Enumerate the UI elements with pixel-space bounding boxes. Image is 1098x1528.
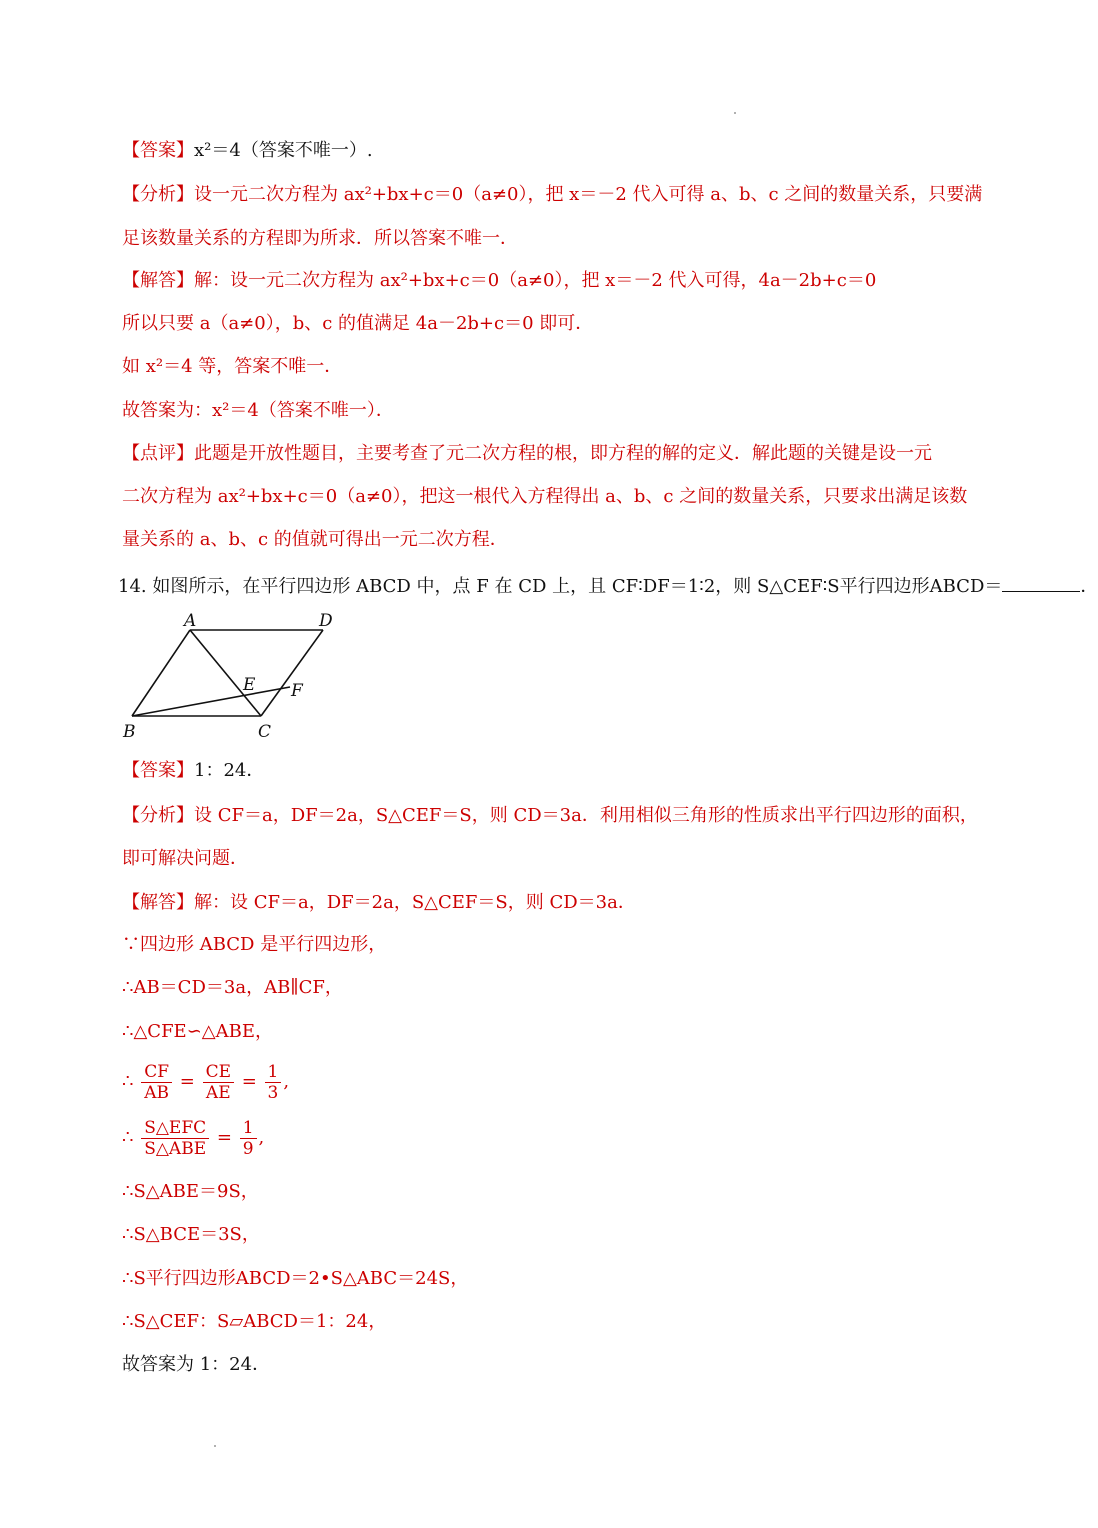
- step5-prefix: ∴: [122, 1127, 134, 1148]
- p13-solution-line-2: 所以只要 a（a≠0），b、c 的值满足 4a－2b+c＝0 即可．: [122, 313, 594, 334]
- fraction-one-ninth: [240, 1118, 257, 1159]
- p14-step-5: [122, 1114, 264, 1162]
- side-ba: [132, 630, 190, 716]
- comment-tag: 【点评】: [122, 443, 194, 464]
- p14-step-8: ∴S平行四边形ABCD＝2•S△ABC＝24S，: [122, 1268, 469, 1289]
- solution-text: 解：设一元二次方程为 ax²+bx+c＝0（a≠0），把 x＝－2 代入可得，4a－2b+c＝0: [194, 270, 877, 291]
- p13-analysis-line-2: 足该数量关系的方程即为所求．所以答案不唯一．: [122, 228, 518, 249]
- p14-analysis-line-2: 即可解决问题．: [122, 848, 248, 869]
- answer-text: x²＝4（答案不唯一）.: [194, 140, 373, 161]
- fraction-numerator: CE: [203, 1062, 234, 1083]
- equals-sign: =: [179, 1071, 195, 1092]
- fraction-one-third: [265, 1062, 282, 1103]
- step5-end: ,: [258, 1127, 265, 1148]
- p13-solution-line-4: 故答案为：x²＝4（答案不唯一）．: [122, 400, 394, 421]
- p14-analysis-line-1: [122, 805, 978, 827]
- fraction-denominator: 9: [242, 1138, 254, 1159]
- solution-tag: 【解答】: [122, 270, 194, 291]
- fraction-numerator: CF: [141, 1062, 172, 1083]
- p14-question: [118, 575, 1098, 598]
- p13-comment-line-1: [122, 443, 932, 465]
- scan-speck: [734, 112, 736, 114]
- step4-end: ,: [283, 1071, 290, 1092]
- fraction-numerator: 1: [265, 1062, 282, 1083]
- analysis-text: 设 CF＝a，DF＝2a，S△CEF＝S，则 CD＝3a．利用相似三角形的性质求出平行四边形的面积，: [194, 805, 978, 826]
- fraction-cf-ab: [141, 1062, 172, 1103]
- p13-solution-line-1: [122, 270, 876, 292]
- p13-comment-line-2: 二次方程为 ax²+bx+c＝0（a≠0），把这一根代入方程得出 a、b、c 之间的数量关系，只要求出满足该数: [122, 486, 968, 507]
- p14-step-1: ∵四边形 ABCD 是平行四边形，: [122, 934, 387, 955]
- equals-sign: =: [216, 1127, 232, 1148]
- question-text: 14. 如图所示，在平行四边形 ABCD 中，点 F 在 CD 上，且 CF∶DF＝1∶2，则 S△CEF∶S平行四边形ABCD＝: [118, 576, 1003, 597]
- step4-prefix: ∴: [122, 1071, 134, 1092]
- comment-text: 此题是开放性题目，主要考查了元二次方程的根，即方程的解的定义．解此题的关键是设一元: [194, 443, 932, 464]
- p14-answer: [122, 760, 264, 782]
- answer-text: 1：24．: [194, 760, 265, 781]
- solution-text: 解：设 CF＝a，DF＝2a，S△CEF＝S，则 CD＝3a．: [194, 892, 636, 913]
- label-e: E: [243, 675, 256, 695]
- fraction-denominator: S△ABE: [144, 1138, 207, 1159]
- p14-step-7: ∴S△BCE＝3S，: [122, 1224, 260, 1245]
- p14-step-4: [122, 1058, 289, 1106]
- label-c: C: [258, 722, 272, 742]
- p13-solution-line-3: 如 x²＝4 等，答案不唯一．: [122, 356, 343, 377]
- question-end: ．: [1080, 576, 1098, 597]
- analysis-tag: 【分析】: [122, 805, 194, 826]
- p14-step-3: ∴△CFE∽△ABE，: [122, 1021, 273, 1042]
- label-f: F: [291, 681, 303, 701]
- p14-solution-line-1: [122, 892, 636, 914]
- equals-sign: =: [241, 1071, 257, 1092]
- p13-analysis-line-1: [122, 184, 982, 206]
- solution-tag: 【解答】: [122, 892, 194, 913]
- fraction-denominator: 3: [267, 1082, 279, 1103]
- fraction-ce-ae: [203, 1062, 234, 1103]
- label-d: D: [319, 611, 333, 631]
- answer-tag: 【答案】: [122, 140, 194, 161]
- fraction-denominator: AB: [144, 1082, 169, 1103]
- analysis-text: 设一元二次方程为 ax²+bx+c＝0（a≠0），把 x＝－2 代入可得 a、b、c 之间的数量关系，只要满: [194, 184, 983, 205]
- p13-comment-line-3: 量关系的 a、b、c 的值就可得出一元二次方程．: [122, 529, 508, 550]
- parallelogram-figure: [118, 610, 348, 745]
- p14-step-2: ∴AB＝CD＝3a，AB∥CF，: [122, 977, 343, 998]
- side-dc: [261, 630, 323, 716]
- answer-blank: [1002, 575, 1080, 592]
- p13-answer: [122, 140, 373, 162]
- label-a: A: [184, 611, 197, 631]
- fraction-numerator: S△EFC: [141, 1118, 209, 1139]
- fraction-denominator: AE: [205, 1082, 231, 1103]
- p14-final-answer: 故答案为 1：24．: [122, 1354, 271, 1375]
- segment-bf: [132, 687, 290, 716]
- scan-speck: [214, 1445, 216, 1447]
- fraction-area-ratio: [141, 1118, 209, 1159]
- analysis-tag: 【分析】: [122, 184, 194, 205]
- answer-tag: 【答案】: [122, 760, 194, 781]
- label-b: B: [123, 722, 136, 742]
- p14-step-9: ∴S△CEF：S▱ABCD＝1：24，: [122, 1311, 387, 1332]
- fraction-numerator: 1: [240, 1118, 257, 1139]
- p14-step-6: ∴S△ABE＝9S，: [122, 1181, 259, 1202]
